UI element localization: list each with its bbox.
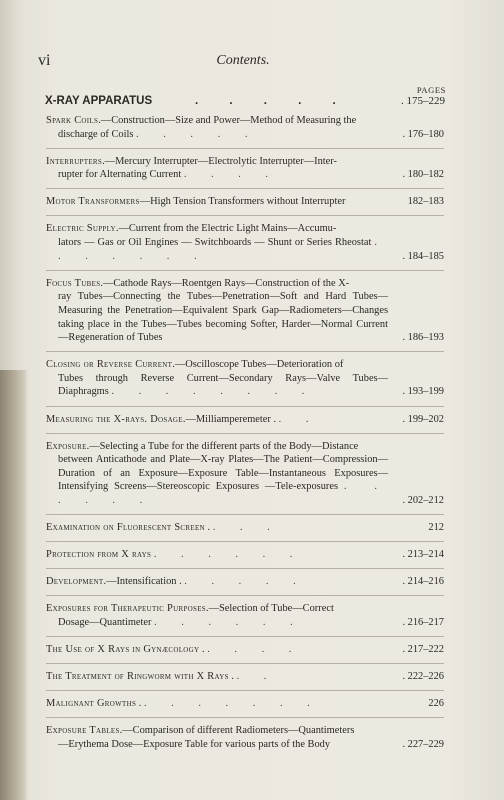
toc-entry-head: Development <box>46 576 104 588</box>
toc-entry-pages: . 199–202 <box>402 413 444 425</box>
toc-entry-leaders: . . . . . . <box>58 481 388 506</box>
divider <box>46 351 444 352</box>
toc-entry-head: Spark Coils <box>46 115 99 126</box>
toc-entry-head: Electric Supply <box>46 223 116 235</box>
toc-entry-text: . <box>228 671 234 683</box>
toc-entry-pages: 182–183 <box>407 196 444 208</box>
divider <box>46 215 444 216</box>
toc-entry-leaders: . . <box>278 413 320 425</box>
toc-entry-head: Interrupters <box>46 155 103 167</box>
toc-entry-head: The Treatment of Ringworm with X Rays <box>46 671 229 683</box>
toc-entry <box>46 413 444 427</box>
toc-entry-head: Exposure <box>46 440 87 452</box>
toc-entry-head: Exposures for Therapeutic Purposes <box>46 603 206 615</box>
toc-entry-leaders: . . . . . . <box>154 616 304 628</box>
divider <box>46 148 444 149</box>
toc-entry-pages: . 186–193 <box>402 332 444 344</box>
toc-entry <box>46 643 444 657</box>
toc-entry-head: Closing or Reverse Current <box>46 359 173 371</box>
toc-entry-text: .—Intensification . <box>103 576 182 588</box>
toc-entry-text: .—Current from the Electric Light Mains—Accumu- <box>115 223 337 235</box>
toc-entry-cont: —Erythema Dose—Exposure Table for various parts of the Body <box>58 738 331 750</box>
divider <box>46 406 444 407</box>
toc-entry-head: Motor Transformers <box>46 196 140 208</box>
divider <box>46 270 444 271</box>
toc-entry-head: Focus Tubes <box>46 277 101 289</box>
toc-entry-cont: discharge of Coils <box>58 128 134 140</box>
toc-entry-pages: . 227–229 <box>402 738 444 750</box>
toc-entry-pages: . 216–217 <box>402 616 444 628</box>
toc-entry-head: Examination on Fluorescent Screen <box>46 522 205 534</box>
toc-entry <box>46 670 444 684</box>
toc-entry <box>46 575 444 589</box>
page-number: vi <box>38 52 51 69</box>
toc-entry-head: The Use of X Rays in Gynæcology <box>46 644 200 656</box>
toc-entry-cont: rupter for Alternating Current <box>58 169 182 181</box>
toc-entry <box>46 195 444 209</box>
toc-entry-pages: . 213–214 <box>402 549 444 561</box>
divider <box>46 595 444 596</box>
toc-entry <box>46 548 444 562</box>
section-heading-leaders: . . . . . <box>195 95 350 107</box>
toc-entry-text: .—Selection of Tube—Correct <box>205 603 334 615</box>
toc-entry-leaders: . . . . <box>207 644 303 656</box>
toc-entry-text: .—Selecting a Tube for the different parts of the Body—Distance <box>86 440 359 452</box>
toc-entry-head: Measuring the X-rays. Dosage <box>46 413 183 425</box>
divider <box>46 188 444 189</box>
toc-entry-text: .—Mercury Interrupter—Electrolytic Interrupter—Inter- <box>102 155 337 167</box>
toc-entry <box>46 724 444 751</box>
section-heading-text: X-RAY APPARATUS <box>45 95 153 107</box>
toc-entry <box>46 222 444 263</box>
running-title: Contents. <box>216 53 270 68</box>
toc-entry-leaders: . . <box>236 671 278 683</box>
toc-entry-leaders: . . . . . . . <box>143 698 321 710</box>
divider <box>46 514 444 515</box>
divider <box>46 663 444 664</box>
toc-entry <box>46 277 444 345</box>
page-header <box>38 52 448 74</box>
section-heading-range: . 175–229 <box>401 95 445 107</box>
toc-entry-pages: . 214–216 <box>402 576 444 588</box>
toc-entry-cont: Tubes through Reverse Current—Secondary Rays—Valve Tubes—Diaphragms <box>58 372 388 398</box>
toc-entry-text: —High Tension Transformers without Interrupter <box>139 196 346 208</box>
divider <box>46 690 444 691</box>
divider <box>46 636 444 637</box>
section-heading <box>45 95 445 111</box>
toc-entry-pages: . 193–199 <box>402 386 444 398</box>
toc-entry-leaders: . . . . . . . . <box>111 386 316 398</box>
pages-column-label: PAGES <box>416 85 446 95</box>
toc-entry-head: Exposure Tables <box>46 725 120 737</box>
divider <box>46 433 444 434</box>
toc-entry-leaders: . . . . . <box>136 128 259 140</box>
toc-entry-pages: 226 <box>428 698 444 710</box>
toc-entry-leaders: . . . . . . . <box>58 237 388 262</box>
toc-entry-pages: . 202–212 <box>402 494 444 506</box>
toc-entry-pages: . 184–185 <box>402 250 444 262</box>
toc-entry-leaders: . . . . . <box>184 576 307 588</box>
toc-entry-cont: ray Tubes—Connecting the Tubes—Penetration—Soft and Hard Tubes—Measuring the Penetration—Equivalent Spark Gap—Radiometers—Changes taking place in the Tubes—Tubes becoming Softer, Harder—Normal Current—Regeneration of Tubes <box>58 291 388 344</box>
divider <box>46 717 444 718</box>
toc-list <box>46 114 444 758</box>
toc-entry-pages: 212 <box>428 522 444 534</box>
toc-entry <box>46 602 444 629</box>
page-spine-shadow <box>0 370 28 800</box>
toc-entry-cont: between Anticathode and Plate—X-ray Plates—The Patient—Compression—Duration of an Exposure—Exposure Table—Instantaneous Exposures—Intensifying Screens—Stereoscopic Exposures —Tele-exposures <box>58 454 388 493</box>
toc-entry <box>46 521 444 535</box>
divider <box>46 568 444 569</box>
toc-entry-cont: lators — Gas or Oil Engines — Switchboards — Shunt or Series Rheostat <box>58 237 372 249</box>
toc-entry <box>46 358 444 399</box>
toc-entry-leaders: . . . . . . <box>153 549 304 561</box>
toc-entry-cont: Dosage—Quantimeter <box>58 616 152 628</box>
toc-entry-pages: . 176–180 <box>402 128 444 140</box>
toc-entry-text: . <box>136 698 142 710</box>
toc-entry-text: .—Oscilloscope Tubes—Deterioration of <box>172 359 344 371</box>
toc-entry-text: .—Milliamperemeter . <box>182 413 277 425</box>
toc-entry-text: .—Comparison of different Radiometers—Quantimeters <box>119 725 355 737</box>
toc-entry-pages: . 180–182 <box>402 169 444 181</box>
toc-entry-text: . <box>204 522 211 534</box>
toc-entry <box>46 697 444 711</box>
toc-entry-leaders: . . . . <box>183 169 280 181</box>
toc-entry <box>46 155 444 182</box>
toc-entry <box>46 440 444 508</box>
toc-entry-text: .—Construction—Size and Power—Method of Measuring the <box>98 115 357 126</box>
toc-entry <box>46 114 444 141</box>
toc-entry-text: . <box>199 644 205 656</box>
toc-entry-pages: . 217–222 <box>402 644 444 656</box>
toc-entry-leaders: . . . <box>212 522 281 534</box>
toc-entry-head: Protection from X rays <box>46 549 152 561</box>
divider <box>46 541 444 542</box>
toc-entry-pages: . 222–226 <box>402 671 444 683</box>
toc-entry-head: Malignant Growths <box>46 698 137 710</box>
toc-entry-text: .—Cathode Rays—Roentgen Rays—Construction of the X- <box>100 277 350 289</box>
